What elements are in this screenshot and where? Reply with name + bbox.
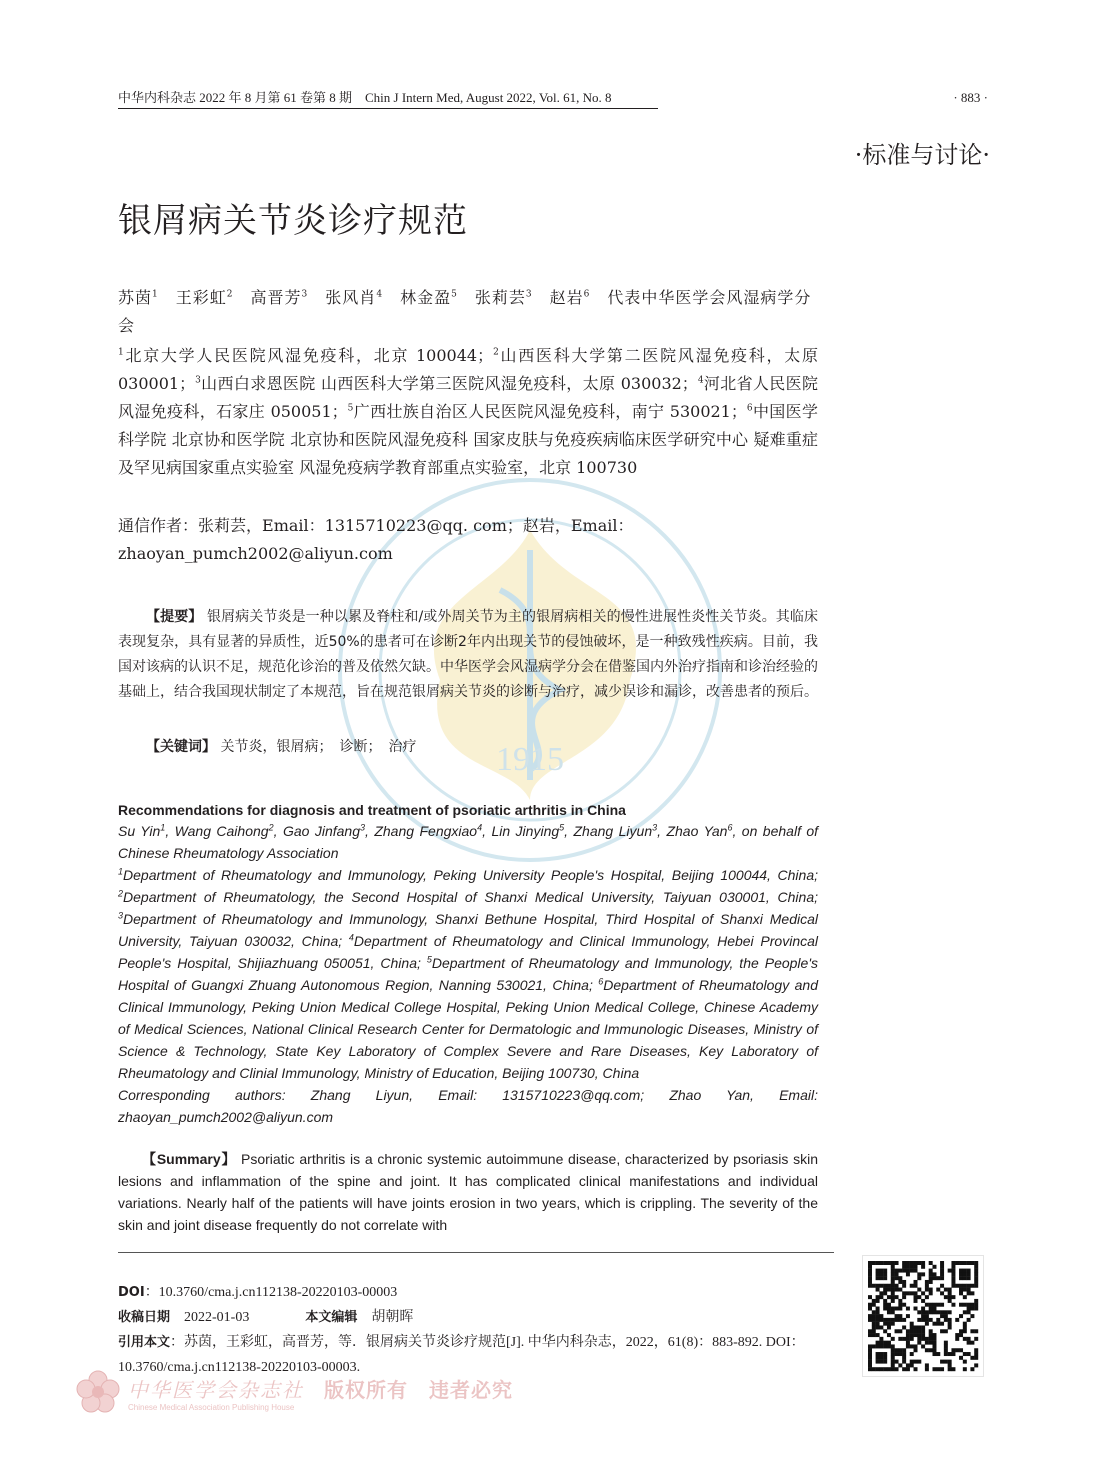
affiliation-text: 广西壮族自治区人民医院风湿免疫科，南宁 530021； bbox=[353, 402, 747, 421]
author-name: 赵岩 bbox=[549, 288, 584, 307]
english-affil-mark: 5 bbox=[559, 822, 565, 833]
article-footer bbox=[118, 1280, 838, 1380]
english-author-name: Zhang Fengxiao bbox=[374, 823, 478, 839]
author-name: 林金盈 bbox=[400, 288, 452, 307]
english-affiliation-text: Department of Rheumatology, the Second Hospital of Shanxi Medical University, Taiyuan 030001, China; bbox=[123, 889, 818, 905]
english-affiliation-text: Department of Rheumatology and Immunology, Shanxi Bethune Hospital, Third Hospital of Shanxi Medical University, Taiyuan 030032, China; bbox=[118, 911, 818, 949]
doi-line bbox=[118, 1280, 838, 1305]
author-affil-mark: 3 bbox=[301, 289, 309, 300]
received-date: 2022-01-03 bbox=[184, 1310, 250, 1325]
english-author-list: Su Yin$^1$, Wang Caihong$^2$, Gao Jinfang$^3$, Zhang Fengxiao$^4$, Lin Jinying$^5$, Zhang Liyun$^3$, Zhao Yan$^6$, on behalf of Chinese Rheumatology Association bbox=[118, 822, 819, 861]
footer-rule bbox=[118, 1252, 834, 1253]
english-title: Recommendations for diagnosis and treatment of psoriatic arthritis in China bbox=[118, 802, 626, 818]
received-line bbox=[118, 1305, 838, 1330]
english-author-name: Gao Jinfang bbox=[282, 823, 360, 839]
english-affiliation-list bbox=[118, 864, 818, 1084]
affiliation-text: 山西白求恩医院 山西医科大学第三医院风湿免疫科，太原 030032； bbox=[200, 374, 698, 393]
english-affiliation-text: Department of Rheumatology and Immunology, the People's Hospital of Guangxi Zhuang Autonomous Region, Nanning 530021, China; bbox=[118, 955, 819, 993]
page-number: · 883 · bbox=[953, 90, 988, 105]
on-behalf-text: 代表中华医学会风湿病学分会 bbox=[118, 288, 812, 335]
publisher-brand: 版权所有 违者必究 bbox=[324, 1378, 513, 1402]
received-label: 收稿日期 bbox=[118, 1310, 171, 1325]
affiliation-text: 河北省人民医院风湿免疫科，石家庄 050051； bbox=[118, 374, 818, 421]
publisher-mark bbox=[128, 1374, 513, 1412]
english-affiliation-text: Department of Rheumatology and Clinical Immunology, Peking Union Medical College Hospital, Peking Union Medical College, Chinese Academy of Medical Sciences, National Clinical Research Center for Dermatologic and Immunologic Diseases, Ministry of Science & Technology, State Key Laboratory of Complex Severe and Rare Diseases, Key Laboratory of Rheumatology and Clinial Immunology, Ministry of Education, Beijing 100730, China bbox=[118, 977, 818, 1081]
affil-mark: 5 bbox=[347, 403, 354, 414]
english-author-name: Zhao Yan bbox=[666, 823, 728, 839]
qr-code[interactable] bbox=[862, 1255, 984, 1377]
watermark-year: 1915 bbox=[496, 741, 564, 778]
keywords-label-cn: 【关键词】 bbox=[146, 739, 216, 755]
english-affil-mark: 5 bbox=[426, 954, 432, 965]
affiliation-text: 山西医科大学第二医院风湿免疫科，太原 030001； bbox=[118, 346, 818, 393]
citation-line bbox=[118, 1330, 838, 1380]
doi-label: DOI bbox=[118, 1285, 145, 1300]
english-author-name: Su Yin bbox=[118, 823, 161, 839]
author-name: 张风肖 bbox=[325, 288, 377, 307]
author-name: 苏茵 bbox=[118, 288, 153, 307]
author-affil-mark: 2 bbox=[226, 289, 234, 300]
english-affil-mark: 1 bbox=[160, 822, 166, 833]
affiliation-text: 北京大学人民医院风湿免疫科，北京 100044； bbox=[123, 346, 494, 365]
doi-link[interactable]: ：10.3760/cma.j.cn112138-20220103-00003 bbox=[144, 1285, 398, 1300]
citation-text: ：苏茵，王彩虹，高晋芳，等．银屑病关节炎诊疗规范[J]. 中华内科杂志，2022，61(8)：883-892. DOI：10.3760/cma.j.cn112138-20220103-00003. bbox=[118, 1335, 805, 1375]
affil-mark: 3 bbox=[195, 375, 201, 386]
english-front-matter bbox=[118, 820, 818, 1128]
summary-label-en: 【Summary】 bbox=[142, 1151, 237, 1167]
english-author-name: Lin Jinying bbox=[491, 823, 560, 839]
author-affil-mark: 5 bbox=[451, 289, 458, 300]
author-name: 高晋芳 bbox=[250, 288, 302, 307]
english-affil-mark: 4 bbox=[477, 822, 483, 833]
summary-text-en: Psoriatic arthritis is a chronic systemic autoimmune disease, characterized by psoriasis skin lesions and inflammation of the spine and joint. It has complicated clinical manifestations and individual variations. Nearly half of the patients will have joints erosion in two years, which is crippling. The severity of the skin and joint disease frequently do not correlate with bbox=[118, 1151, 819, 1233]
publisher-flower-logo bbox=[74, 1368, 122, 1416]
author-affil-mark: 3 bbox=[525, 289, 533, 300]
english-affil-mark: 6 bbox=[598, 976, 604, 987]
english-affil-mark: 6 bbox=[727, 822, 733, 833]
author-affil-mark: 1 bbox=[152, 289, 159, 300]
english-affil-mark: 3 bbox=[359, 822, 365, 833]
affiliation-text: 中国医学科学院 北京协和医学院 北京协和医院风湿免疫科 国家皮肤与免疫疾病临床医学研究中心 疑难重症及罕见病国家重点实验室 风湿免疫病学教育部重点实验室，北京 100730 bbox=[118, 402, 818, 477]
english-affil-mark: 3 bbox=[652, 822, 658, 833]
page-title: 银屑病关节炎诊疗规范 bbox=[118, 201, 468, 241]
english-affil-mark: 1 bbox=[118, 866, 124, 877]
corresponding-text: 张莉芸，Email：1315710223@qq. com；赵岩，Email：zhaoyan_pumch2002@aliyun.com bbox=[118, 516, 634, 563]
publisher-name-cn: 中华医学会杂志社 bbox=[128, 1378, 304, 1402]
affiliation-list bbox=[118, 342, 818, 482]
author-list bbox=[118, 284, 818, 340]
publisher-name-en: Chinese Medical Association Publishing House bbox=[128, 1403, 295, 1412]
english-on-behalf: on behalf of Chinese Rheumatology Association bbox=[118, 823, 819, 861]
english-affil-mark: 2 bbox=[118, 888, 124, 899]
author-affil-mark: 6 bbox=[583, 289, 591, 300]
english-affil-mark: 4 bbox=[348, 932, 354, 943]
editor-label: 本文编辑 bbox=[305, 1310, 358, 1325]
author-name: 王彩虹 bbox=[175, 288, 227, 307]
keywords-cn bbox=[118, 735, 818, 760]
english-affil-mark: 2 bbox=[268, 822, 274, 833]
editor-name: 胡朝晖 bbox=[371, 1310, 414, 1325]
english-author-name: Wang Caihong bbox=[174, 823, 269, 839]
english-summary bbox=[118, 1148, 818, 1236]
english-affil-mark: 3 bbox=[118, 910, 124, 921]
english-affiliation-text: Department of Rheumatology and Clinical Immunology, Hebei Provincal People's Hospital, Shijiazhuang 050051, China; bbox=[118, 933, 818, 971]
running-header: 中华内科杂志 2022 年 8 月第 61 卷第 8 期 Chin J Intern Med, August 2022, Vol. 61, No. 8 bbox=[118, 88, 658, 109]
summary-label-cn: 【提要】 bbox=[146, 609, 203, 625]
corresponding-author bbox=[118, 512, 818, 568]
keywords-text-cn: 关节炎，银屑病； 诊断； 治疗 bbox=[220, 739, 417, 755]
section-label: ·标准与讨论· bbox=[854, 141, 990, 169]
author-affil-mark: 4 bbox=[376, 289, 384, 300]
affil-mark: 2 bbox=[493, 347, 499, 358]
affil-mark: 4 bbox=[697, 375, 704, 386]
affil-mark: 6 bbox=[746, 403, 753, 414]
author-name: 张莉芸 bbox=[474, 288, 526, 307]
english-corresponding: Corresponding authors: Zhang Liyun, Email: 1315710223@qq.com; Zhao Yan, Email: zhaoyan_pumch2002@aliyun.com bbox=[118, 1087, 818, 1125]
abstract-cn bbox=[118, 605, 818, 705]
english-affiliation-text: Department of Rheumatology and Immunology, Peking University People's Hospital, Beijing 100044, China; bbox=[123, 867, 818, 883]
summary-text-cn: 银屑病关节炎是一种以累及脊柱和/或外周关节为主的银屑病相关的慢性进展性炎性关节炎。其临床表现复杂，具有显著的异质性，近50%的患者可在诊断2年内出现关节的侵蚀破坏，是一种致残性疾病。目前，我国对该病的认识不足，规范化诊治的普及依然欠缺。中华医学会风湿病学分会在借鉴国内外治疗指南和诊治经验的基础上，结合我国现状制定了本规范，旨在规范银屑病关节炎的诊断与治疗，减少误诊和漏诊，改善患者的预后。 bbox=[118, 609, 819, 700]
corresponding-label: 通信作者： bbox=[118, 516, 199, 535]
english-author-name: Zhang Liyun bbox=[573, 823, 653, 839]
affil-mark: 1 bbox=[118, 347, 124, 358]
citation-label: 引用本文 bbox=[118, 1335, 171, 1350]
